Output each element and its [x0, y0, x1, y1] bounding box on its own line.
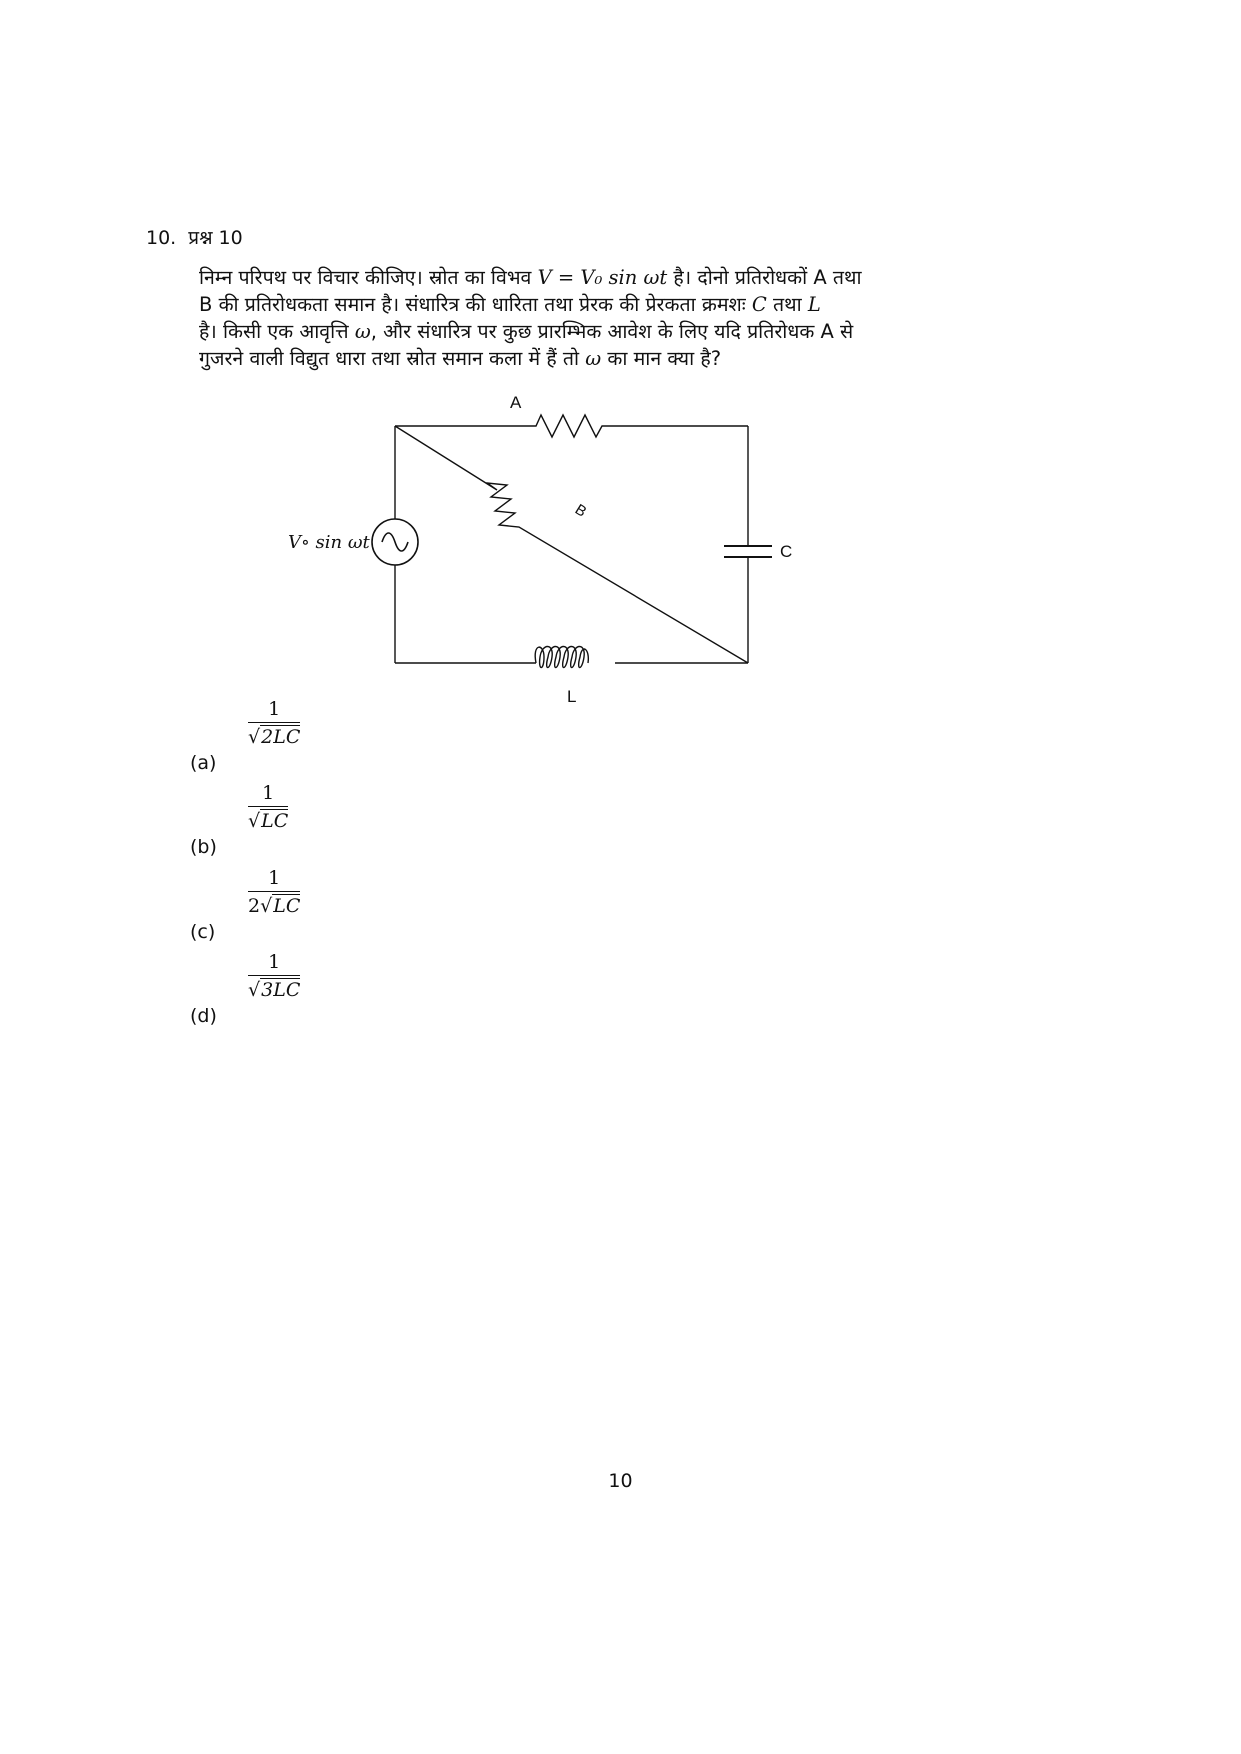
fraction-bar — [248, 891, 300, 892]
denominator-coefficient: 2 — [248, 895, 261, 917]
option-fraction — [248, 951, 300, 1001]
option-label: (b) — [190, 836, 217, 858]
resistor-b-label: B — [571, 500, 590, 521]
question-line — [199, 318, 899, 345]
sqrt-icon: √ — [248, 726, 261, 748]
fraction-numerator: 1 — [268, 867, 281, 889]
option-label: (c) — [190, 921, 216, 943]
question-line — [199, 345, 899, 372]
circuit-diagram — [280, 380, 840, 720]
fraction-denominator — [248, 895, 300, 917]
inductor-label: L — [567, 687, 577, 706]
fraction-bar — [248, 806, 288, 807]
question-text-segment: , और संधारित्र पर कुछ प्रारम्भिक आवेश के लिए यदि प्रतिरोधक A से — [370, 320, 854, 343]
radicand: 2LC — [261, 726, 301, 748]
radicand: 3LC — [261, 979, 301, 1001]
option-label: (d) — [190, 1005, 217, 1027]
fraction-denominator — [248, 810, 288, 832]
radicand: LC — [261, 810, 289, 832]
fraction-numerator: 1 — [268, 951, 281, 973]
fraction-numerator: 1 — [268, 698, 281, 720]
sqrt-icon: √ — [260, 895, 273, 917]
question-text-segment: तथा — [766, 293, 808, 316]
option-label: (a) — [190, 752, 217, 774]
question-title: प्रश्न 10 — [188, 227, 243, 249]
math-expression: ω — [354, 320, 371, 343]
option-fraction — [248, 782, 288, 832]
fraction-numerator: 1 — [262, 782, 275, 804]
fraction-denominator — [248, 979, 300, 1001]
sine-wave-icon — [382, 533, 408, 551]
resistor-a-label: A — [510, 393, 522, 412]
fraction-denominator — [248, 726, 300, 748]
inductor-coil — [535, 647, 588, 668]
fraction-bar — [248, 722, 300, 723]
page-number: 10 — [608, 1470, 633, 1492]
capacitor-label: C — [780, 542, 793, 561]
math-expression: V = V₀ sin ωt — [537, 266, 668, 289]
question-text-segment: निम्न परिपथ पर विचार कीजिए। स्रोत का विभव — [199, 266, 538, 289]
question-text-segment: B की प्रतिरोधकता समान है। संधारित्र की धारिता तथा प्रेरक की प्रेरकता क्रमशः — [199, 293, 752, 316]
question-text-segment: का मान क्या है? — [601, 347, 722, 370]
question-text-segment: गुजरने वाली विद्युत धारा तथा स्रोत समान कला में हैं तो — [199, 347, 586, 370]
option-fraction — [248, 867, 300, 917]
question-text-segment: है। दोनो प्रतिरोधकों A तथा — [667, 266, 862, 289]
question-text-segment: है। किसी एक आवृत्ति — [199, 320, 355, 343]
question-number: 10. — [146, 227, 177, 249]
source-label: V∘ sin ωt — [288, 532, 370, 553]
question-line — [199, 264, 899, 291]
question-header — [146, 224, 249, 250]
sqrt-icon: √ — [248, 810, 261, 832]
sqrt-icon: √ — [248, 979, 261, 1001]
option-fraction — [248, 698, 300, 748]
math-expression: ω — [585, 347, 602, 370]
math-expression: C — [751, 293, 767, 316]
math-expression: L — [807, 293, 821, 316]
fraction-bar — [248, 975, 300, 976]
diagonal-wire — [395, 426, 748, 663]
question-line — [199, 291, 899, 318]
question-text — [199, 264, 899, 372]
radicand: LC — [273, 895, 301, 917]
top-wire — [395, 415, 748, 437]
